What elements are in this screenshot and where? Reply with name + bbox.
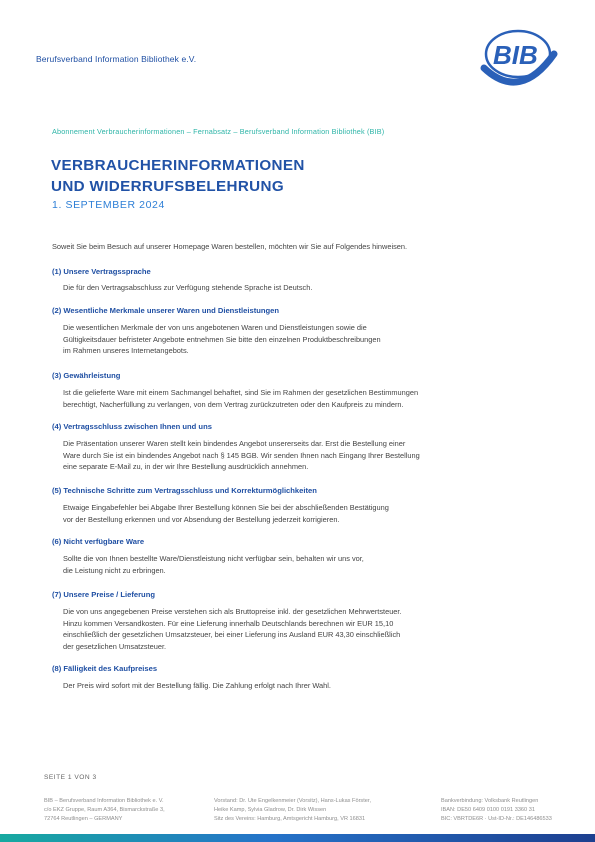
section-gewaehrleistung [52,371,418,410]
section-technische-schritte [52,486,389,525]
section-heading: (8) Fälligkeit des Kaufpreises [52,664,158,673]
section-faelligkeit [52,664,331,692]
subject-line: Abonnement Verbraucherinformationen – Fernabsatz – Berufsverband Information Bibliothek (BIB) [52,127,385,136]
section-heading: (6) Nicht verfügbare Ware [52,537,145,546]
section-vertragssprache [52,267,312,294]
body-line: Ware durch Sie ist ein bindendes Angebot nach § 145 BGB. Wir senden Ihnen nach Eingang Ihrer Bestellung [63,450,420,460]
section-vertragsschluss [52,422,420,473]
body-line: Die von uns angegebenen Preise verstehen sich als Bruttopreise inkl. der gesetzlichen Mehrwertsteuer. [63,607,402,616]
footer-color-bar [0,834,595,842]
body-line: Gültigkeitsdauer befristeter Angebote entnehmen Sie bitte den einzelnen Produktbeschreibungen [63,334,381,344]
title-line-2: UND WIDERRUFSBELEHRUNG [51,178,284,195]
organization-name: Berufsverband Information Bibliothek e.V. [36,54,197,64]
footer-board [214,797,371,824]
section-body [63,322,381,357]
section-merkmale [52,306,381,357]
section-heading: (5) Technische Schritte zum Vertragsschluss und Korrekturmöglichkeiten [52,486,317,495]
body-line: Etwaige Eingabefehler bei Abgabe Ihrer Bestellung können Sie bei der abschließenden Bestätigung [63,503,389,512]
body-line: Die für den Vertragsabschluss zur Verfügung stehende Sprache ist Deutsch. [63,283,313,292]
section-heading: (4) Vertragsschluss zwischen Ihnen und uns [52,422,212,431]
footer-line: BIC: VBRTDE6R · Ust-ID-Nr.: DE146486533 [441,816,552,822]
section-body [63,553,364,576]
footer-line: Heike Kamp, Sylvia Gladrow, Dr. Dirk Wissen [214,807,327,813]
footer-line: Vorstand: Dr. Ute Engelkenmeier (Vorsitz), Hans-Lukas Förster, [214,798,371,804]
footer-bank [441,797,552,824]
logo-text: BIB [493,40,538,70]
body-line: vor der Bestellung erkennen und vor Absendung der Bestellung jederzeit korrigieren. [63,514,340,524]
section-heading: (1) Unsere Vertragssprache [52,267,151,276]
section-heading: (7) Unsere Preise / Lieferung [52,590,155,599]
body-line: berechtigt, Nacherfüllung zu verlangen, von dem Vertrag zurückzutreten oder den Kaufpreis zu mindern. [63,399,404,409]
section-body [63,606,402,652]
body-line: Die wesentlichen Merkmale der von uns angebotenen Waren und Dienstleistungen sowie die [63,323,367,332]
document-title [51,155,305,197]
section-heading: (2) Wesentliche Merkmale unserer Waren und Dienstleistungen [52,306,280,315]
section-preise-lieferung [52,590,402,652]
body-line: Die Präsentation unserer Waren stellt kein bindendes Angebot unsererseits dar. Erst die Bestellung einer [63,439,406,448]
footer-line: c/o EKZ Gruppe, Raum A364, Bismarckstraße 3, [44,807,165,813]
page-number: SEITE 1 VON 3 [44,774,97,781]
title-line-1: VERBRAUCHERINFORMATIONEN [51,157,305,174]
document-date: 1. SEPTEMBER 2024 [52,199,165,211]
body-line: die Leistung nicht zu erbringen. [63,565,166,575]
footer-line: IBAN: DE50 6409 0100 0191 3360 31 [441,807,535,813]
section-body [63,387,418,410]
section-body [63,282,312,294]
body-line: der gesetzlichen Umsatzsteuer. [63,641,167,651]
footer-line: 72764 Reutlingen – GERMANY [44,816,123,822]
footer-line: BIB – Berufsverband Information Bibliothek e. V. [44,798,164,804]
intro-paragraph: Soweit Sie beim Besuch auf unserer Homepage Waren bestellen, möchten wir Sie auf Folgendes hinweisen. [52,242,408,251]
body-line: Hinzu kommen Versandkosten. Für eine Lieferung innerhalb Deutschlands berechnen wir EUR 15,10 [63,618,394,628]
body-line: Ist die gelieferte Ware mit einem Sachmangel behaftet, sind Sie im Rahmen der gesetzlichen Bestimmungen [63,388,419,397]
footer-address [44,797,165,824]
section-nicht-verfuegbar [52,537,364,576]
body-line: Der Preis wird sofort mit der Bestellung fällig. Die Zahlung erfolgt nach Ihrer Wahl. [63,681,331,690]
section-body [63,502,389,525]
body-line: im Rahmen unseres Internetangebots. [63,346,189,356]
footer-line: Bankverbindung: Volksbank Reutlingen [441,798,539,804]
body-line: Sollte die von Ihnen bestellte Ware/Dienstleistung nicht verfügbar sein, behalten wir uns vor, [63,554,364,563]
body-line: einschließlich der gesetzlichen Umsatzsteuer, bei einer Lieferung ins Ausland EUR 43,30 einschließlich [63,630,401,640]
section-body [63,680,331,692]
bib-logo [470,24,562,96]
body-line: eine separate E-Mail zu, in der wir Ihre Bestellung ausdrücklich annehmen. [63,462,309,472]
section-body [63,438,420,473]
section-heading: (3) Gewährleistung [52,371,121,380]
footer-line: Sitz des Vereins: Hamburg, Amtsgericht Hamburg, VR 16831 [214,816,366,822]
